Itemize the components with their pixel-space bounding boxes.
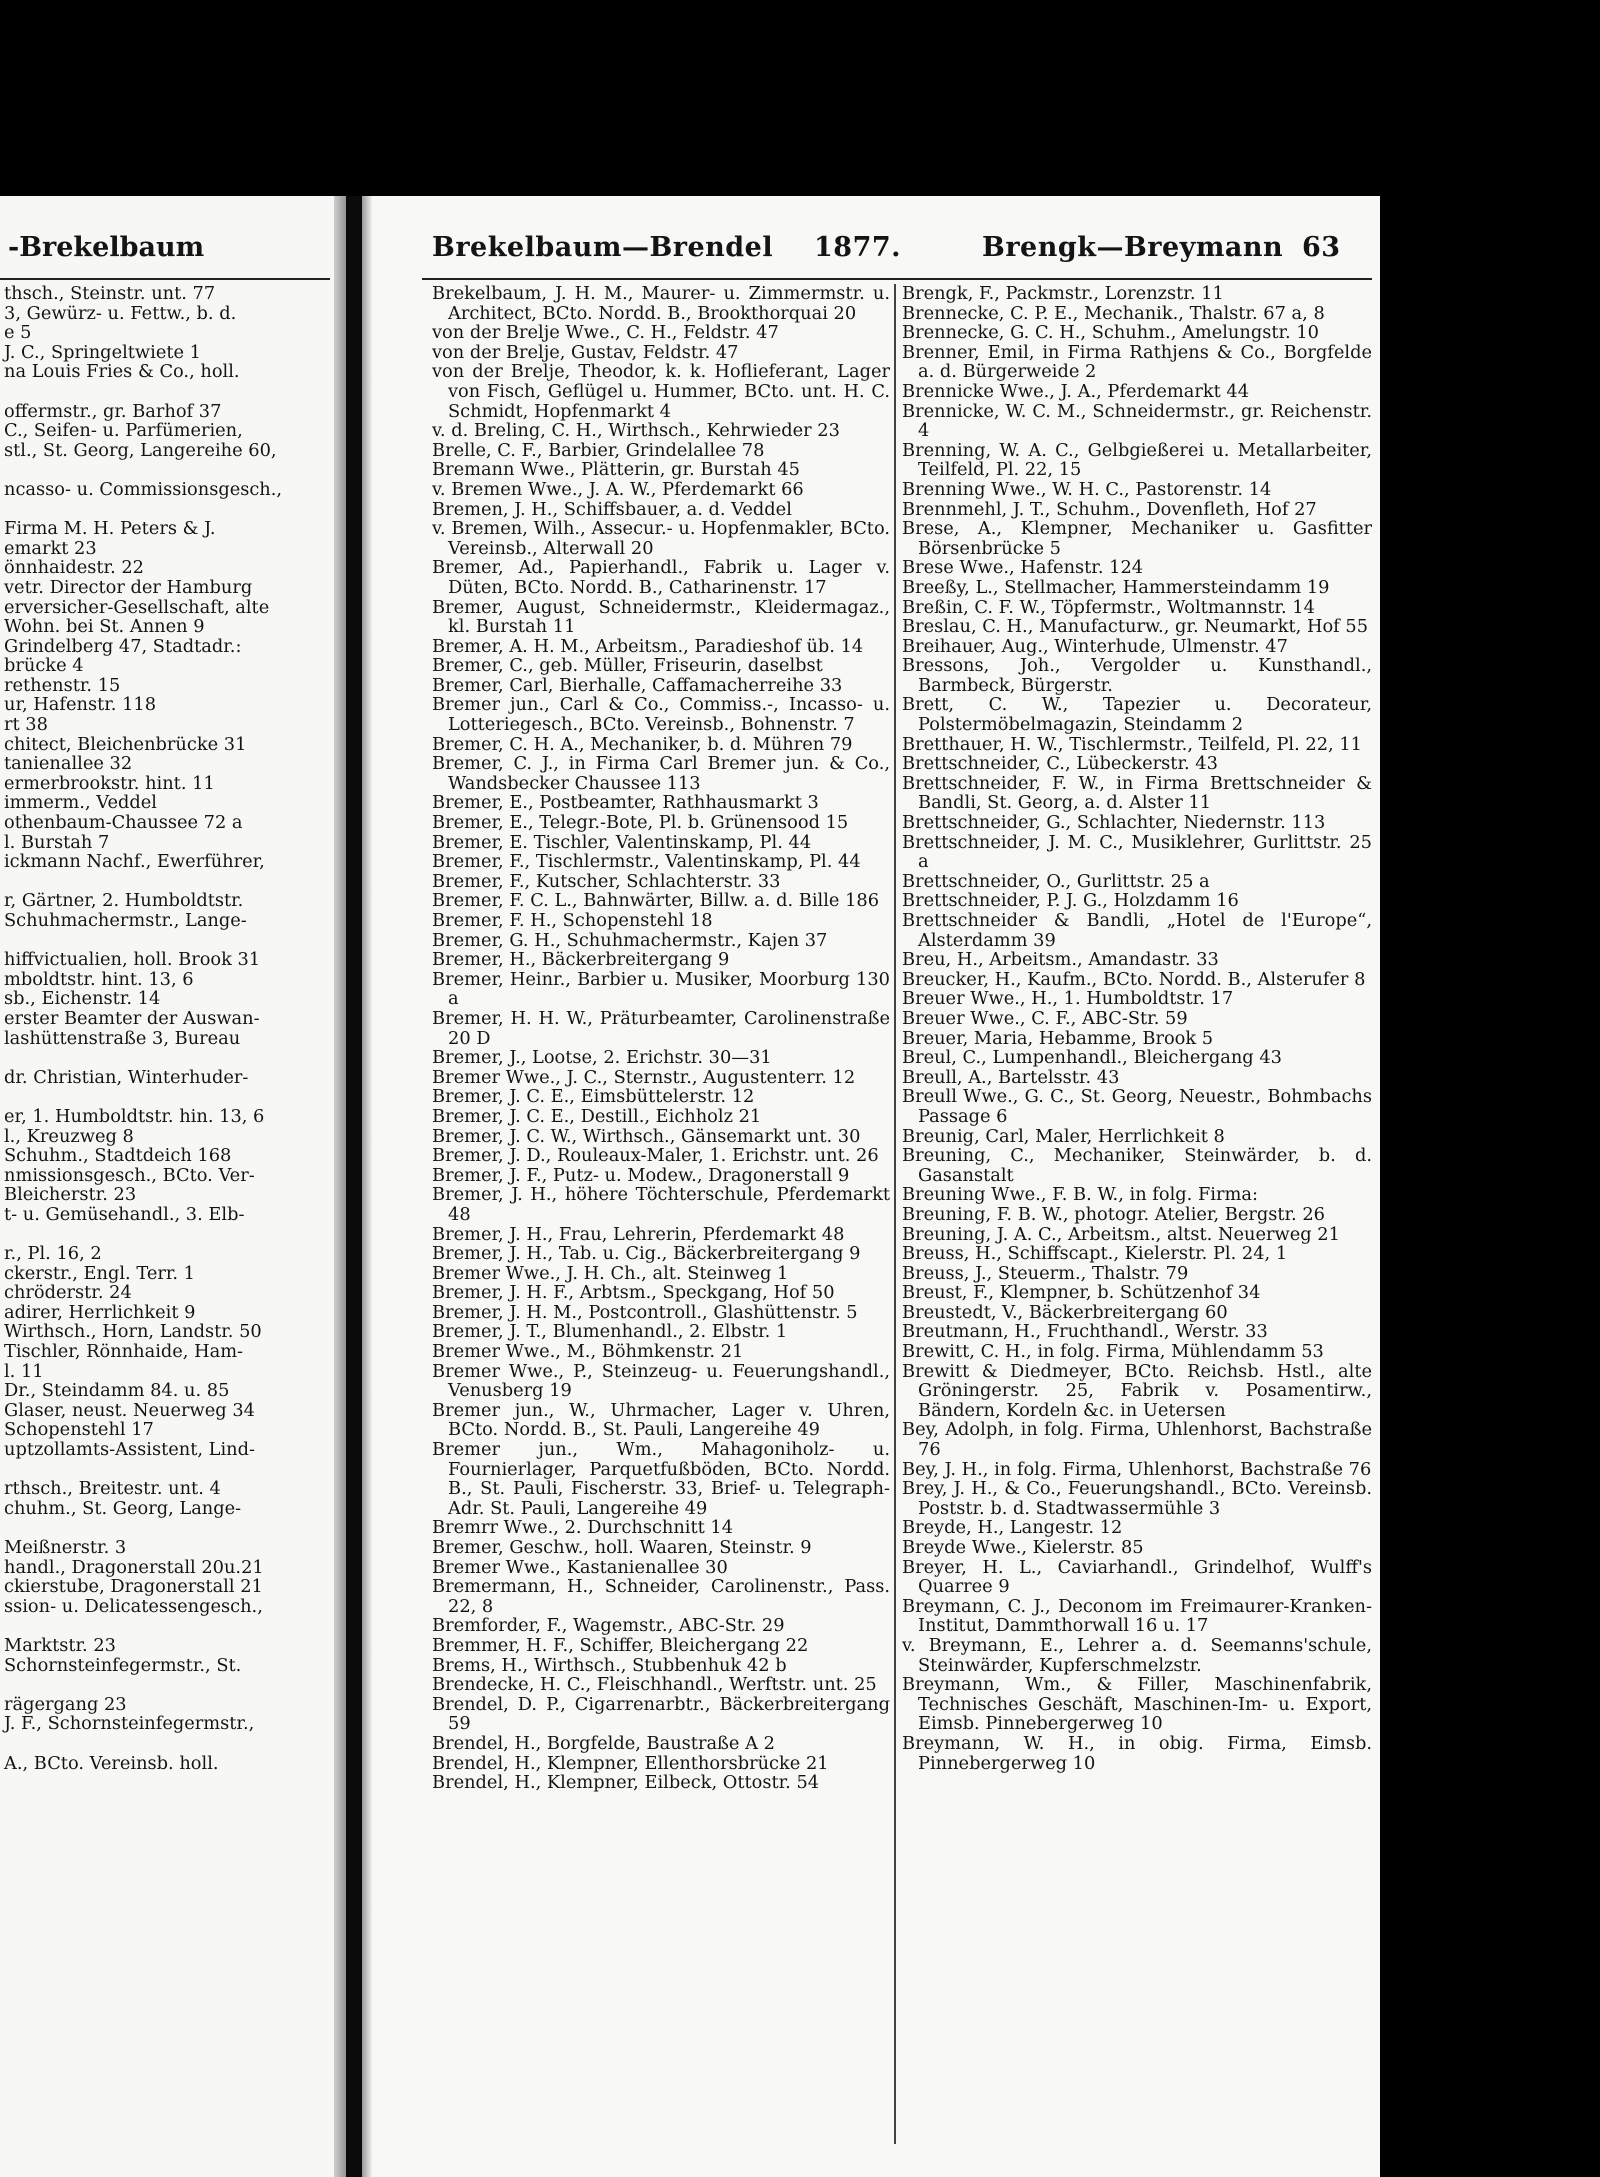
previous-page-line: ssion- u. Delicatessengesch.,: [4, 1595, 263, 1617]
directory-entry: Breuning, C., Mechaniker, Steinwärder, b. d. Gasanstalt: [902, 1145, 1372, 1186]
directory-entry: Bremer, C. H. A., Mechaniker, b. d. Mühren 79: [432, 733, 853, 755]
directory-entry: Brese, A., Klempner, Mechaniker u. Gasfitter Börsenbrücke 5: [902, 518, 1372, 559]
previous-page-line: t- u. Gemüsehandl., 3. Elb-: [4, 1203, 245, 1225]
directory-entry: Bremer, A. H. M., Arbeitsm., Paradieshof üb. 14: [432, 635, 864, 657]
directory-entry: v. d. Breling, C. H., Wirthsch., Kehrwieder 23: [432, 420, 840, 442]
directory-entry: Bremer, F., Tischlermstr., Valentinskamp, Pl. 44: [432, 851, 861, 873]
previous-page-line: [4, 1518, 334, 1538]
previous-page-line: Marktstr. 23: [4, 1634, 116, 1656]
previous-page-line: J. F., Schornsteinfegermstr.,: [4, 1713, 255, 1735]
directory-entry: Bremer, J. T., Blumenhandl., 2. Elbstr. 1: [432, 1321, 788, 1343]
directory-entry: Bremer, Heinr., Barbier u. Musiker, Moorburg 130 a: [432, 968, 890, 1010]
previous-page-rule: [0, 278, 330, 280]
directory-entry: Bremforder, F., Wagemstr., ABC-Str. 29: [432, 1615, 785, 1637]
previous-page-line: rthsch., Breitestr. unt. 4: [4, 1478, 221, 1500]
previous-page-line: r, Gärtner, 2. Humboldtstr.: [4, 890, 244, 912]
directory-entry: Bremer, G. H., Schuhmachermstr., Kajen 37: [432, 929, 828, 951]
directory-entry: von der Brelje Wwe., C. H., Feldstr. 47: [432, 322, 779, 344]
directory-entry: Breymann, Wm., & Filler, Maschinenfabrik, Technisches Geschäft, Maschinen-Im- u. Export, Eimsb. Pinnebergerweg 10: [902, 1674, 1372, 1735]
directory-entry: Bremer, F., Kutscher, Schlachterstr. 33: [432, 870, 781, 892]
previous-page-line: Meißnerstr. 3: [4, 1537, 127, 1558]
directory-entry: Bremer, J. H., Tab. u. Cig., Bäckerbreitergang 9: [432, 1243, 861, 1265]
previous-page-line: rethenstr. 15: [4, 674, 121, 696]
previous-page-line: [4, 1048, 334, 1068]
directory-entry: Brennecke, C. P. E., Mechanik., Thalstr. 67 a, 8: [902, 302, 1325, 324]
directory-entry: Brengk, F., Packmstr., Lorenzstr. 11: [902, 283, 1224, 304]
directory-entry: Bremmer, H. F., Schiffer, Bleichergang 22: [432, 1634, 809, 1656]
previous-page-line: uptzollamts-Assistent, Lind-: [4, 1439, 255, 1461]
directory-entry: Brettschneider, P. J. G., Holzdamm 16: [902, 890, 1239, 912]
previous-page-line: [4, 1675, 334, 1695]
directory-entry: Breymann, C. J., Deconom im Freimaurer-Kranken-Institut, Dammthorwall 16 u. 17: [902, 1595, 1372, 1637]
directory-entry: Bremer, Carl, Bierhalle, Caffamacherreihe 33: [432, 674, 843, 696]
previous-page-line: [4, 1460, 334, 1480]
directory-entry: von der Brelje, Gustav, Feldstr. 47: [432, 341, 739, 363]
directory-entry: Brelle, C. F., Barbier, Grindelallee 78: [432, 439, 765, 461]
page-edge-shadow: [362, 196, 372, 2177]
directory-entry: Brendecke, H. C., Fleischhandl., Werftstr. unt. 25: [432, 1674, 877, 1696]
directory-entry: Bremer, J. H. F., Arbtsm., Speckgang, Hof 50: [432, 1282, 835, 1304]
previous-page-line: Wohn. bei St. Annen 9: [4, 616, 205, 638]
directory-entry: Breyer, H. L., Caviarhandl., Grindelhof, Wulff's Quarree 9: [902, 1556, 1372, 1598]
header-rule: [422, 278, 1372, 280]
directory-entry: Breuning, J. A. C., Arbeitsm., altst. Neuerweg 21: [902, 1223, 1340, 1245]
previous-page-line: [4, 1087, 334, 1107]
previous-page-line: na Louis Fries & Co., holl.: [4, 361, 240, 383]
directory-entry: Brett, C. W., Tapezier u. Decorateur, Polstermöbelmagazin, Steindamm 2: [902, 694, 1372, 736]
previous-page-line: erversicher-Gesellschaft, alte: [4, 596, 270, 618]
previous-page-line: C., Seifen- u. Parfümerien,: [4, 420, 243, 442]
previous-page-line: rägergang 23: [4, 1693, 127, 1715]
directory-entry: Brendel, H., Borgfelde, Baustraße A 2: [432, 1732, 775, 1754]
directory-entry: Brenning Wwe., W. H. C., Pastorenstr. 14: [902, 478, 1272, 500]
directory-entry: Bremermann, H., Schneider, Carolinenstr., Pass. 22, 8: [432, 1576, 890, 1617]
previous-page-line: 3, Gewürz- u. Fettw., b. d.: [4, 302, 237, 324]
directory-entry: Bremer Wwe., P., Steinzeug- u. Feuerungshandl., Venusberg 19: [432, 1360, 890, 1402]
directory-entry: Brenning, W. A. C., Gelbgießerei u. Metallarbeiter, Teilfeld, Pl. 22, 15: [902, 439, 1372, 481]
previous-page-line: [4, 931, 334, 951]
directory-entry: Bremer, J. H., Frau, Lehrerin, Pferdemarkt 48: [432, 1223, 845, 1245]
previous-page-line: Schuhmachermstr., Lange-: [4, 910, 247, 931]
previous-page-line: tanienallee 32: [4, 753, 133, 775]
directory-entry: Breutmann, H., Fruchthandl., Werstr. 33: [902, 1321, 1268, 1343]
previous-page-line: thsch., Steinstr. unt. 77: [4, 283, 216, 304]
directory-entry: Breyde, H., Langestr. 12: [902, 1517, 1123, 1539]
directory-entry: Brennecke, G. C. H., Schuhm., Amelungstr. 10: [902, 322, 1319, 344]
previous-page-line: Schornsteinfegermstr., St.: [4, 1654, 242, 1676]
previous-page-line: [4, 872, 334, 892]
directory-entry: Bremer, J. H. M., Postcontroll., Glashüttenstr. 5: [432, 1301, 858, 1323]
previous-page-line: vetr. Director der Hamburg: [4, 576, 253, 598]
directory-entry: Brey, J. H., & Co., Feuerungshandl., BCto. Vereinsb. Poststr. b. d. Stadtwassermühle 3: [902, 1478, 1372, 1519]
directory-entry: Breunig, Carl, Maler, Herrlichkeit 8: [902, 1125, 1225, 1147]
previous-page-line: offermstr., gr. Barhof 37: [4, 400, 222, 422]
directory-entry: Bremer, F. H., Schopenstehl 18: [432, 910, 713, 931]
directory-entry: Breyde Wwe., Kielerstr. 85: [902, 1537, 1144, 1558]
directory-entry: Bremer, Ad., Papierhandl., Fabrik u. Lager v. Düten, BCto. Nordd. B., Catharinenstr. 17: [432, 557, 890, 598]
directory-entry: Brendel, H., Klempner, Ellenthorsbrücke 21: [432, 1752, 829, 1774]
right-column: [902, 284, 1372, 1773]
header-year: 1877.: [814, 232, 902, 263]
directory-entry: Bremann Wwe., Plätterin, gr. Burstah 45: [432, 459, 800, 481]
previous-page-line: immerm., Veddel: [4, 792, 157, 814]
directory-entry: Bremer, F. C. L., Bahnwärter, Billw. a. d. Bille 186: [432, 890, 880, 912]
previous-page-line: J. C., Springeltwiete 1: [4, 341, 201, 363]
directory-entry: Bremer, J. C. E., Eimsbüttelerstr. 12: [432, 1086, 755, 1108]
previous-page-line: Bleicherstr. 23: [4, 1184, 137, 1206]
directory-entry: Breust, F., Klempner, b. Schützenhof 34: [902, 1282, 1261, 1304]
directory-entry: Brettschneider, J. M. C., Musiklehrer, Gurlittstr. 25 a: [902, 831, 1372, 873]
directory-entry: Breuer, Maria, Hebamme, Brook 5: [902, 1027, 1214, 1049]
previous-page-line: [4, 500, 334, 520]
previous-page-line: stl., St. Georg, Langereihe 60,: [4, 439, 277, 461]
directory-entry: Bremer, J. C. W., Wirthsch., Gänsemarkt unt. 30: [432, 1125, 861, 1147]
previous-page-line: mboldtstr. hint. 13, 6: [4, 968, 194, 990]
previous-page-line: lashüttenstraße 3, Bureau: [4, 1027, 241, 1049]
previous-page-line: önnhaidestr. 22: [4, 557, 145, 579]
book-gutter: [334, 196, 346, 2177]
directory-entry: Bey, J. H., in folg. Firma, Uhlenhorst, Bachstraße 76: [902, 1458, 1372, 1480]
previous-page: [0, 196, 346, 2177]
directory-entry: Bressons, Joh., Vergolder u. Kunsthandl., Barmbeck, Bürgerstr.: [902, 655, 1372, 696]
directory-entry: Brekelbaum, J. H. M., Maurer- u. Zimmermstr. u. Architect, BCto. Nordd. B., Brookthorquai 20: [432, 283, 890, 324]
previous-page-line: Tischler, Rönnhaide, Ham-: [4, 1341, 244, 1363]
previous-page-header: -Brekelbaum: [8, 232, 205, 263]
directory-entry: Breuer Wwe., C. F., ABC-Str. 59: [902, 1007, 1188, 1029]
directory-entry: Breihauer, Aug., Winterhude, Ulmenstr. 47: [902, 635, 1288, 657]
previous-page-line: Grindelberg 47, Stadtadr.:: [4, 635, 242, 657]
directory-entry: Bremer, J. C. E., Destill., Eichholz 21: [432, 1105, 762, 1127]
previous-page-line: l., Kreuzweg 8: [4, 1125, 134, 1147]
previous-page-line: er, 1. Humboldtstr. hin. 13, 6: [4, 1105, 265, 1127]
directory-entry: Bremer jun., Carl & Co., Commiss.-, Incasso- u. Lotteriegesch., BCto. Vereinsb., Bohnenstr. 7: [432, 694, 890, 736]
directory-entry: Brettschneider, C., Lübeckerstr. 43: [902, 753, 1218, 775]
directory-entry: Brenner, Emil, in Firma Rathjens & Co., Borgfelde a. d. Bürgerweide 2: [902, 341, 1372, 383]
previous-page-line: l. 11: [4, 1360, 44, 1382]
directory-entry: Bremer, E., Telegr.-Bote, Pl. b. Grünensood 15: [432, 812, 849, 834]
directory-entry: Brennicke Wwe., J. A., Pferdemarkt 44: [902, 380, 1250, 402]
page-header: [362, 232, 1380, 276]
previous-page-line: Schuhm., Stadtdeich 168: [4, 1145, 232, 1167]
directory-entry: Brettschneider, G., Schlachter, Niedernstr. 113: [902, 812, 1326, 834]
previous-page-line: adirer, Herrlichkeit 9: [4, 1301, 196, 1323]
previous-page-line: emarkt 23: [4, 537, 97, 559]
directory-entry: Bremer, H. H. W., Präturbeamter, Carolinenstraße 20 D: [432, 1007, 890, 1049]
previous-page-line: Schopenstehl 17: [4, 1419, 154, 1441]
directory-entry: Bremer, August, Schneidermstr., Kleidermagaz., kl. Burstah 11: [432, 596, 890, 638]
previous-page-line: chuhm., St. Georg, Lange-: [4, 1497, 242, 1519]
previous-page-line: Dr., Steindamm 84. u. 85: [4, 1380, 230, 1402]
directory-entry: Brennmehl, J. T., Schuhm., Dovenfleth, Hof 27: [902, 498, 1317, 520]
page-number: 63: [1302, 232, 1341, 263]
previous-page-line: brücke 4: [4, 655, 84, 677]
directory-entry: Bremer, C., geb. Müller, Friseurin, daselbst: [432, 655, 823, 677]
directory-entry: Breeßy, L., Stellmacher, Hammersteindamm 19: [902, 576, 1330, 598]
directory-entry: Bremer, J. H., höhere Töchterschule, Pferdemarkt 48: [432, 1184, 890, 1225]
previous-page-line: [4, 1225, 334, 1245]
directory-entry: Bretthauer, H. W., Tischlermstr., Teilfeld, Pl. 22, 11: [902, 733, 1362, 755]
directory-entry: Brettschneider & Bandli, „Hotel de l'Europe“, Alsterdamm 39: [902, 910, 1372, 951]
previous-page-line: ckerstr., Engl. Terr. 1: [4, 1262, 195, 1284]
directory-entry: Bremer, H., Bäckerbreitergang 9: [432, 949, 730, 971]
previous-page-line: dr. Christian, Winterhuder-: [4, 1066, 249, 1088]
directory-entry: Brewitt & Diedmeyer, BCto. Reichsb. Hstl., alte Gröningerstr. 25, Fabrik v. Posamentirw., Bändern, Kordeln &c. in Uetersen: [902, 1360, 1372, 1421]
directory-entry: Bremer, E., Postbeamter, Rathhausmarkt 3: [432, 792, 819, 814]
directory-entry: v. Bremen Wwe., J. A. W., Pferdemarkt 66: [432, 478, 804, 500]
previous-page-line: A., BCto. Vereinsb. holl.: [4, 1752, 219, 1774]
previous-page-line: Glaser, neust. Neuerweg 34: [4, 1399, 255, 1421]
previous-page-line: l. Burstah 7: [4, 831, 110, 853]
directory-entry: Breu, H., Arbeitsm., Amandastr. 33: [902, 949, 1219, 971]
directory-entry: Bremer, J., Lootse, 2. Erichstr. 30—31: [432, 1047, 772, 1069]
previous-page-line: Wirthsch., Horn, Landstr. 50: [4, 1321, 262, 1343]
previous-page-line: rt 38: [4, 714, 48, 736]
previous-page-line: r., Pl. 16, 2: [4, 1243, 102, 1265]
directory-entry: Breßin, C. F. W., Töpfermstr., Woltmannstr. 14: [902, 596, 1315, 618]
directory-entry: Bremer jun., Wm., Mahagoniholz- u. Fournierlager, Parquetfußböden, BCto. Nordd. B., St. Pauli, Fischerstr. 33, Brief- u. Telegraph-Adr. St. Pauli, Langereihe 49: [432, 1439, 890, 1519]
previous-page-line: ncasso- u. Commissionsgesch.,: [4, 478, 283, 500]
previous-page-line: ur, Hafenstr. 118: [4, 694, 157, 716]
directory-entry: Brendel, H., Klempner, Eilbeck, Ottostr. 54: [432, 1772, 820, 1794]
directory-entry: Bey, Adolph, in folg. Firma, Uhlenhorst, Bachstraße 76: [902, 1419, 1372, 1461]
directory-entry: Bremer, J. F., Putz- u. Modew., Dragonerstall 9: [432, 1164, 850, 1186]
previous-page-line: [4, 1734, 334, 1754]
header-right-range: Brengk—Breymann: [982, 232, 1284, 263]
directory-entry: Bremer Wwe., J. C., Sternstr., Augustenterr. 12: [432, 1066, 856, 1088]
previous-page-line: ickmann Nachf., Ewerführer,: [4, 851, 265, 873]
directory-entry: Brettschneider, O., Gurlittstr. 25 a: [902, 870, 1210, 892]
directory-entry: Breuer Wwe., H., 1. Humboldtstr. 17: [902, 988, 1234, 1010]
directory-entry: Brewitt, C. H., in folg. Firma, Mühlendamm 53: [902, 1341, 1324, 1363]
previous-page-line: [4, 1616, 334, 1636]
column-divider: [894, 284, 896, 2144]
directory-entry: Brese Wwe., Hafenstr. 124: [902, 557, 1144, 579]
directory-entry: Bremer Wwe., Kastanienallee 30: [432, 1556, 728, 1578]
directory-entry: Bremer Wwe., M., Böhmkenstr. 21: [432, 1341, 744, 1363]
directory-entry: Brendel, D. P., Cigarrenarbtr., Bäckerbreitergang 59: [432, 1693, 890, 1735]
directory-entry: Breslau, C. H., Manufacturw., gr. Neumarkt, Hof 55: [902, 616, 1369, 638]
directory-entry: von der Brelje, Theodor, k. k. Hoflieferant, Lager von Fisch, Geflügel u. Hummer, BCto. unt. H. C. Schmidt, Hopfenmarkt 4: [432, 361, 890, 422]
directory-entry: Bremen, J. H., Schiffsbauer, a. d. Veddel: [432, 498, 792, 520]
directory-entry: v. Breymann, E., Lehrer a. d. Seemanns'schule, Steinwärder, Kupferschmelzstr.: [902, 1634, 1372, 1676]
directory-entry: Breull Wwe., G. C., St. Georg, Neuestr., Bohmbachs Passage 6: [902, 1086, 1372, 1127]
previous-page-line: erster Beamter der Auswan-: [4, 1007, 260, 1029]
directory-entry: Breuning Wwe., F. B. W., in folg. Firma:: [902, 1184, 1258, 1206]
previous-page-line: ckierstube, Dragonerstall 21: [4, 1576, 263, 1598]
directory-entry: Breymann, W. H., in obig. Firma, Eimsb. Pinnebergerweg 10: [902, 1732, 1372, 1774]
directory-entry: Bremrr Wwe., 2. Durchschnitt 14: [432, 1517, 734, 1539]
directory-entry: Breuss, H., Schiffscapt., Kielerstr. Pl. 24, 1: [902, 1243, 1288, 1265]
previous-page-line: [4, 382, 334, 402]
previous-page-line: nmissionsgesch., BCto. Ver-: [4, 1164, 255, 1186]
directory-entry: v. Bremen, Wilh., Assecur.- u. Hopfenmakler, BCto. Vereinsb., Alterwall 20: [432, 518, 890, 559]
directory-entry: Bremer jun., W., Uhrmacher, Lager v. Uhren, BCto. Nordd. B., St. Pauli, Langereihe 49: [432, 1399, 890, 1441]
directory-entry: Breul, C., Lumpenhandl., Bleichergang 43: [902, 1047, 1282, 1069]
directory-entry: Breustedt, V., Bäckerbreitergang 60: [902, 1301, 1228, 1323]
previous-page-line: [4, 460, 334, 480]
directory-entry: Brennicke, W. C. M., Schneidermstr., gr. Reichenstr. 4: [902, 400, 1372, 442]
directory-entry: Breuss, J., Steuerm., Thalstr. 79: [902, 1262, 1189, 1284]
previous-page-line: othenbaum-Chaussee 72 a: [4, 812, 243, 834]
directory-entry: Breucker, H., Kaufm., BCto. Nordd. B., Alsterufer 8: [902, 968, 1366, 990]
directory-entry: Breuning, F. B. W., photogr. Atelier, Bergstr. 26: [902, 1203, 1325, 1225]
header-left-range: Brekelbaum—Brendel: [432, 232, 774, 263]
directory-page: [362, 196, 1380, 2177]
previous-page-line: handl., Dragonerstall 20u.21: [4, 1556, 264, 1578]
directory-entry: Bremer, C. J., in Firma Carl Bremer jun. & Co., Wandsbecker Chaussee 113: [432, 753, 890, 794]
previous-page-line: chitect, Bleichenbrücke 31: [4, 733, 247, 755]
directory-entry: Brems, H., Wirthsch., Stubbenhuk 42 b: [432, 1654, 787, 1676]
previous-page-line: chröderstr. 24: [4, 1282, 132, 1304]
directory-entry: Brettschneider, F. W., in Firma Brettschneider & Bandli, St. Georg, a. d. Alster 11: [902, 772, 1372, 814]
previous-page-line: ermerbrookstr. hint. 11: [4, 772, 215, 794]
directory-entry: Bremer Wwe., J. H. Ch., alt. Steinweg 1: [432, 1262, 789, 1284]
previous-page-column: [4, 284, 334, 1773]
directory-entry: Breull, A., Bartelsstr. 43: [902, 1066, 1120, 1088]
directory-entry: Bremer, E. Tischler, Valentinskamp, Pl. 44: [432, 831, 812, 853]
previous-page-line: sb., Eichenstr. 14: [4, 988, 161, 1010]
left-column: [432, 284, 890, 1793]
directory-entry: Bremer, J. D., Rouleaux-Maler, 1. Erichstr. unt. 26: [432, 1145, 879, 1167]
previous-page-line: Firma M. H. Peters & J.: [4, 518, 216, 540]
previous-page-line: e 5: [4, 322, 32, 344]
directory-entry: Bremer, Geschw., holl. Waaren, Steinstr. 9: [432, 1537, 812, 1558]
previous-page-line: hiffvictualien, holl. Brook 31: [4, 949, 261, 971]
